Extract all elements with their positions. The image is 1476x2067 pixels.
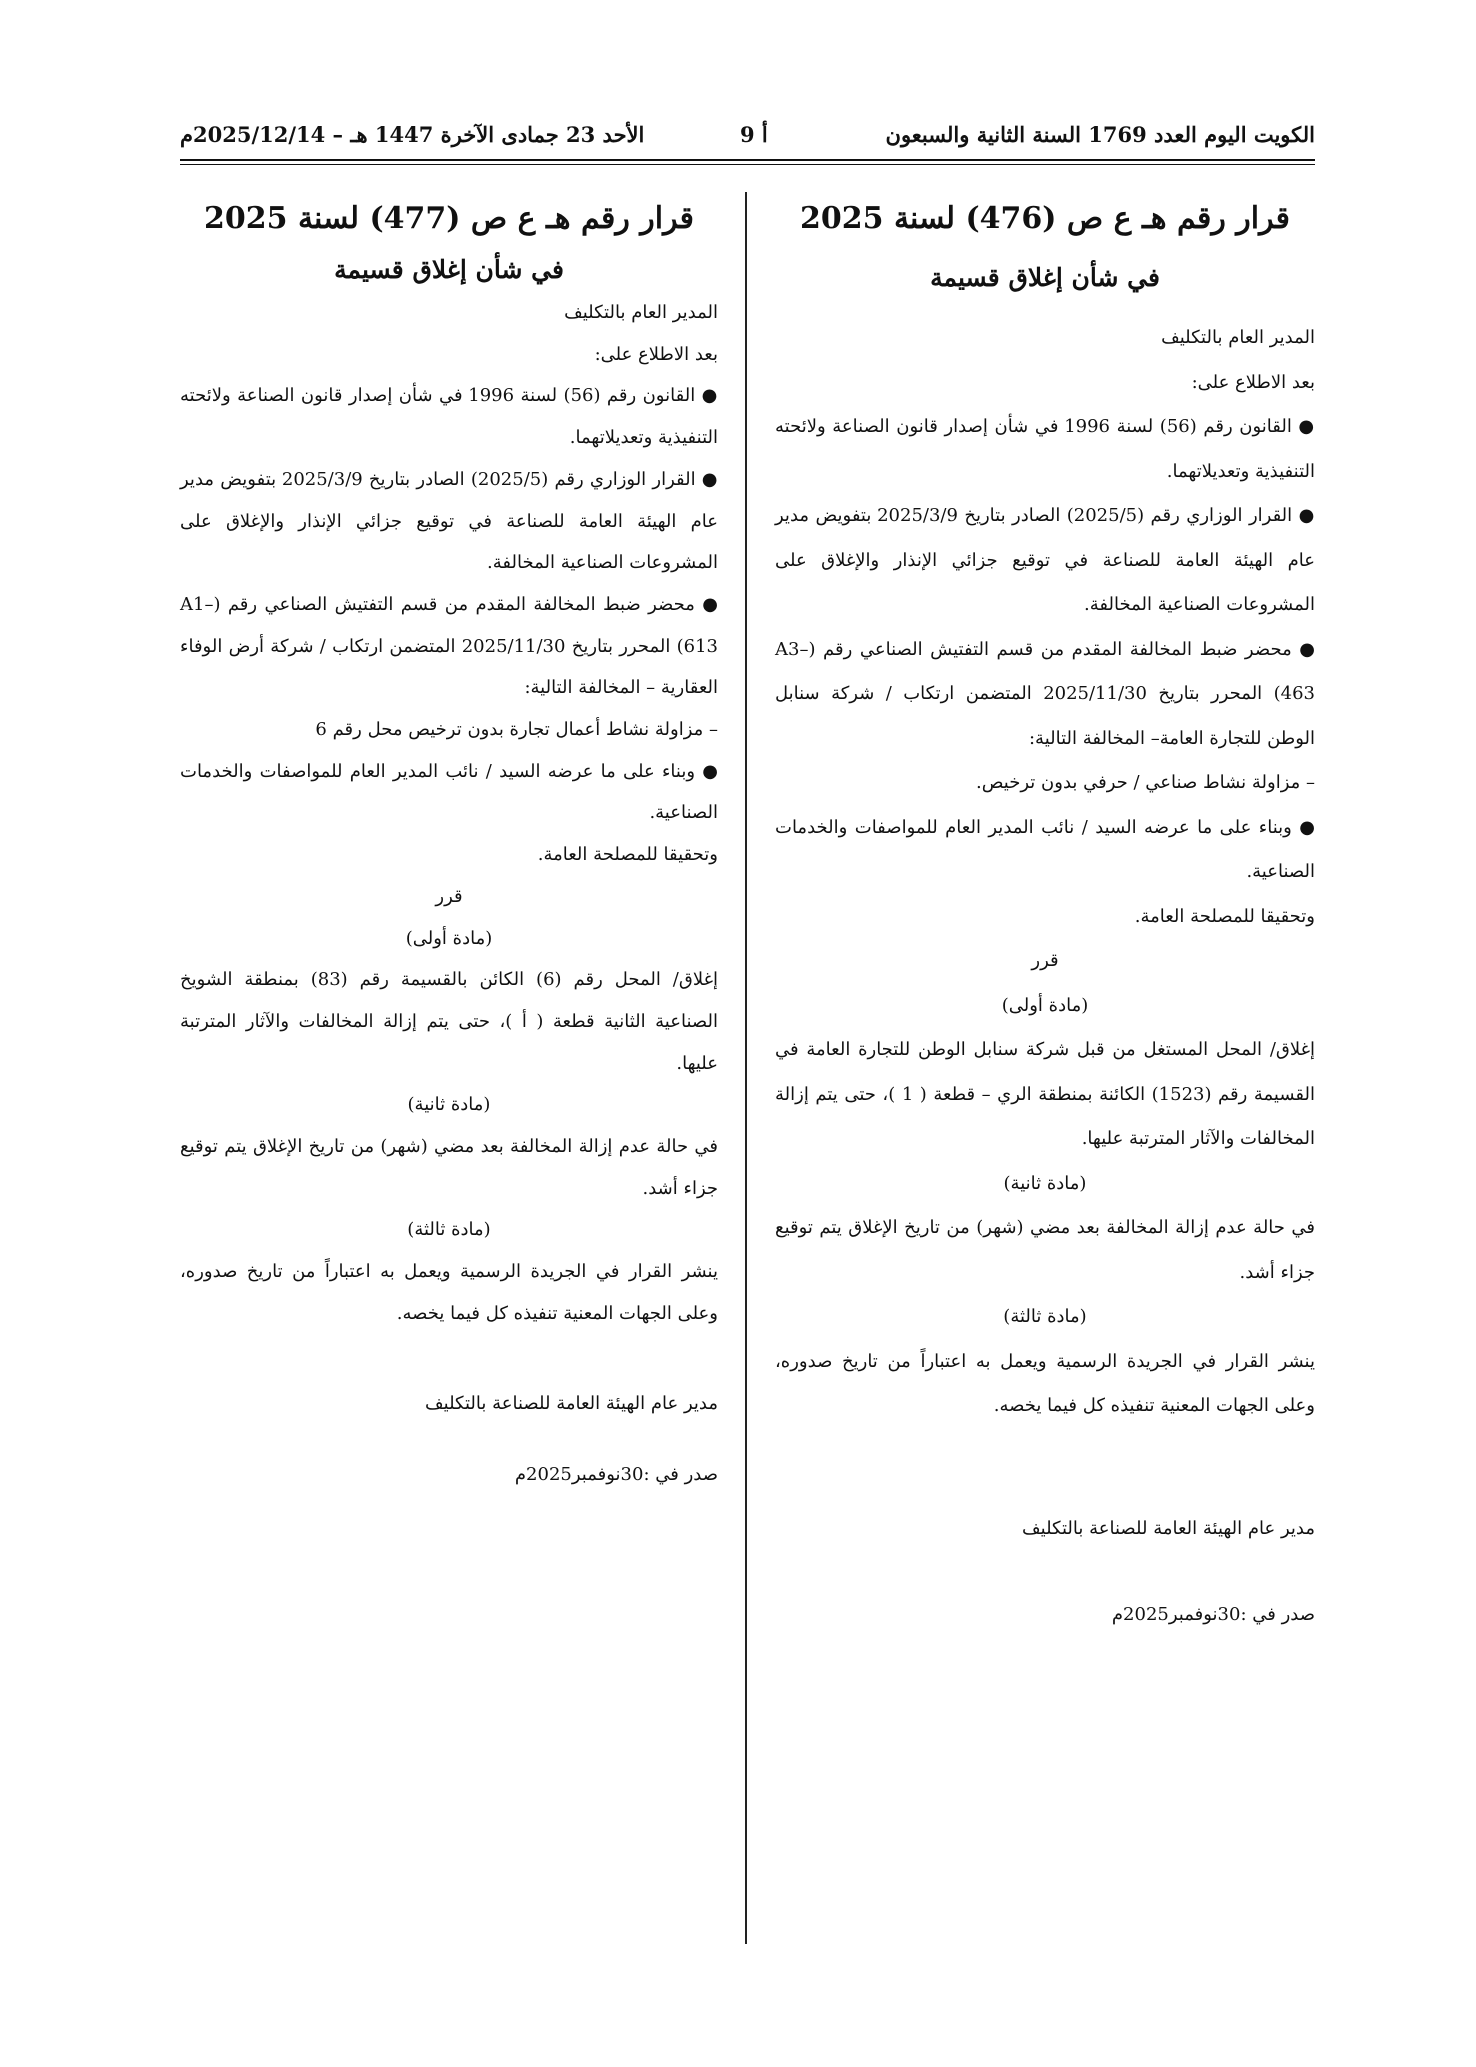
decision-author: المدير العام بالتكليف (1161, 327, 1315, 348)
decision-title: قرار رقم هـ ع ص (476) لسنة 2025 (800, 201, 1290, 236)
reference-item: ● القرار الوزاري رقم (2025/5) الصادر بتاريخ 2025/3/9 بتفويض مدير عام الهيئة العامة للصناعة في توقيع جزائي الإنذار والإغلاق على المشروعات الصناعية المخالفة. (180, 468, 718, 574)
decision-477 (180, 200, 718, 1496)
public-interest: وتحقيقا للمصلحة العامة. (1134, 905, 1315, 927)
header-rule-thin (180, 164, 1315, 165)
reference-item: ● محضر ضبط المخالفة المقدم من قسم التفتيش الصناعي رقم (A1–613) المحرر بتاريخ 2025/11/30 المتضمن ارتكاب / شركة أرض الوفاء العقارية – المخالفة التالية: (180, 593, 718, 699)
decision-subtitle: في شأن إغلاق قسيمة (930, 263, 1160, 292)
reference-item: ● وبناء على ما عرضه السيد / نائب المدير العام للمواصفات والخدمات الصناعية. (180, 760, 718, 824)
page-header (180, 118, 1315, 158)
decision-author: المدير العام بالتكليف (564, 302, 718, 323)
reference-item: ● القانون رقم (56) لسنة 1996 في شأن إصدار قانون الصناعة ولائحته التنفيذية وتعديلاتهما. (180, 385, 718, 449)
decided-heading: قرر (1031, 950, 1059, 971)
article-heading: (مادة أولى) (1001, 994, 1089, 1016)
article-text: إغلاق/ المحل رقم (6) الكائن بالقسيمة رقم (83) بمنطقة الشويخ الصناعية الثانية قطعة ( أ )، حتى يتم إزالة المخالفات والآثار المترتبة عليها. (180, 969, 718, 1074)
decision-476 (775, 200, 1315, 1638)
review-intro: بعد الاطلاع على: (594, 343, 718, 365)
header-rule (180, 159, 1315, 161)
column-divider (745, 192, 747, 1944)
reference-item: ● وبناء على ما عرضه السيد / نائب المدير العام للمواصفات والخدمات الصناعية. (775, 816, 1315, 882)
article-heading: (مادة ثانية) (407, 1094, 491, 1116)
article-text: في حالة عدم إزالة المخالفة بعد مضي (شهر) من تاريخ الإغلاق يتم توقيع جزاء أشد. (180, 1136, 718, 1199)
review-intro: بعد الاطلاع على: (1191, 371, 1315, 393)
article-heading: (مادة ثالثة) (407, 1219, 491, 1241)
decision-title: قرار رقم هـ ع ص (477) لسنة 2025 (204, 201, 694, 236)
signature-line: مدير عام الهيئة العامة للصناعة بالتكليف (425, 1392, 718, 1414)
article-text: إغلاق/ المحل المستغل من قبل شركة سنابل الوطن للتجارة العامة في القسيمة رقم (1523) الكائنة بمنطقة الري – قطعة ( 1 )، حتى يتم إزالة المخالفات والآثار المترتبة عليها. (775, 1039, 1315, 1149)
violation-item: – مزاولة نشاط صناعي / حرفي بدون ترخيص. (976, 772, 1315, 793)
article-text: في حالة عدم إزالة المخالفة بعد مضي (شهر) من تاريخ الإغلاق يتم توقيع جزاء أشد. (775, 1217, 1315, 1283)
issue-date-line: صدر في :30نوفمبر2025م (514, 1464, 718, 1486)
page-number: أ 9 (740, 122, 768, 147)
article-heading: (مادة ثالثة) (1003, 1306, 1087, 1327)
gazette-issue: الكويت اليوم العدد 1769 السنة الثانية والسبعون (885, 122, 1315, 147)
article-heading: (مادة أولى) (405, 927, 493, 949)
decision-subtitle: في شأن إغلاق قسيمة (334, 255, 564, 284)
reference-item: ● القرار الوزاري رقم (2025/5) الصادر بتاريخ 2025/3/9 بتفويض مدير عام الهيئة العامة للصناعة في توقيع جزائي الإنذار والإغلاق على المشروعات الصناعية المخالفة. (775, 505, 1315, 615)
violation-item: – مزاولة نشاط أعمال تجارة بدون ترخيص محل رقم 6 (315, 719, 718, 741)
reference-item: ● محضر ضبط المخالفة المقدم من قسم التفتيش الصناعي رقم (A3–463) المحرر بتاريخ 2025/11/30 المتضمن ارتكاب / شركة سنابل الوطن للتجارة العامة– المخالفة التالية: (775, 638, 1315, 749)
issue-date-line: صدر في :30نوفمبر2025م (1111, 1604, 1315, 1625)
public-interest: وتحقيقا للمصلحة العامة. (537, 844, 718, 866)
reference-item: ● القانون رقم (56) لسنة 1996 في شأن إصدار قانون الصناعة ولائحته التنفيذية وتعديلاتهما. (775, 416, 1315, 482)
article-heading: (مادة ثانية) (1003, 1172, 1087, 1194)
issue-date: الأحد 23 جمادى الآخرة 1447 هـ – 2025/12/14م (180, 122, 645, 147)
article-text: ينشر القرار في الجريدة الرسمية ويعمل به اعتباراً من تاريخ صدوره، وعلى الجهات المعنية تنفيذه كل فيما يخصه. (180, 1261, 719, 1324)
signature-line: مدير عام الهيئة العامة للصناعة بالتكليف (1022, 1517, 1315, 1539)
article-text: ينشر القرار في الجريدة الرسمية ويعمل به اعتباراً من تاريخ صدوره، وعلى الجهات المعنية تنفيذه كل فيما يخصه. (775, 1350, 1315, 1416)
decided-heading: قرر (435, 885, 463, 907)
